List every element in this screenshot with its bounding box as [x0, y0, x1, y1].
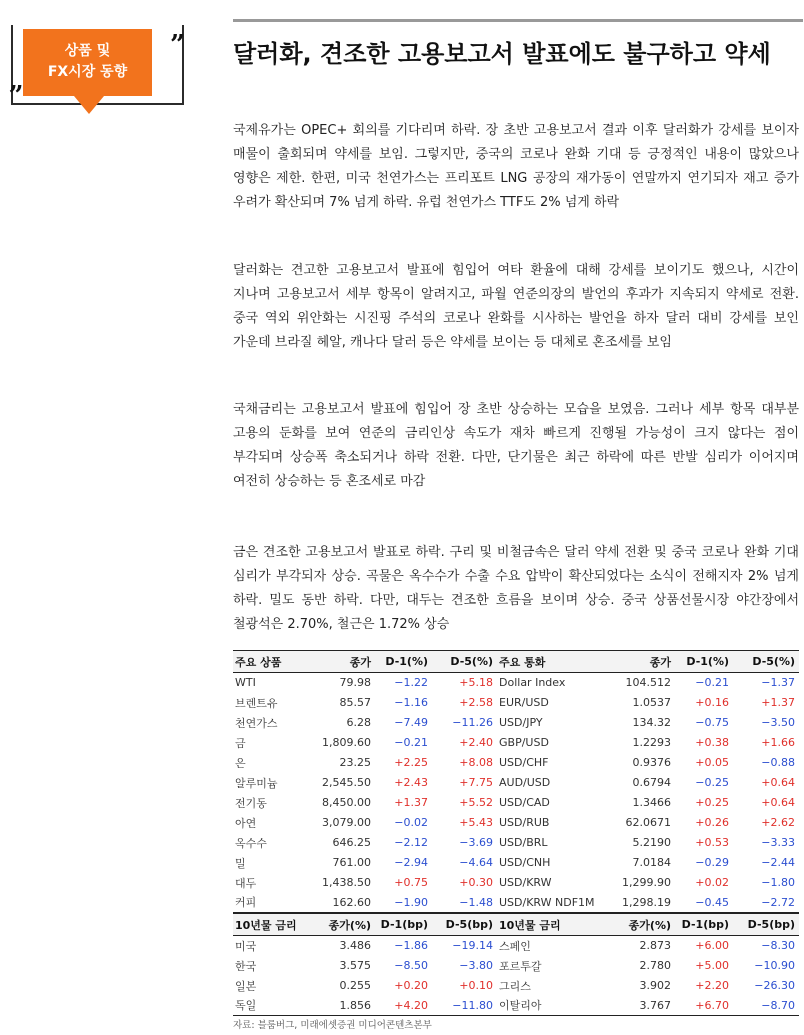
table-cell: −10.90	[754, 959, 795, 972]
table-row	[233, 873, 799, 893]
table-cell: −2.72	[733, 893, 799, 913]
table-cell: 커피	[233, 893, 305, 913]
table-cell: +0.10	[459, 979, 493, 992]
paragraph-dollar: 달러화는 견고한 고용보고서 발표에 힘입어 여타 환율에 대해 강세를 보이기도 했으나, 시간이 지나며 고용보고서 세부 항목이 알려지고, 파월 연준의장의 발언의 후과가 지속되지 약세로 전환. 중국 역외 위안화는 시진핑 주석의 코로나 완화를 시사하는 발언을 하자 달러 대비 강세를 보인 가운데 브라질 헤알, 캐나다 달러 등은 약세를 보이는 등 대체로 혼조세를 보임	[233, 263, 799, 350]
table-cell: +0.38	[695, 736, 729, 749]
table-header: D-5(%)	[432, 651, 497, 673]
table-cell: 2.780	[639, 959, 671, 972]
table-cell: 그리스	[499, 979, 531, 993]
table-cell: 1.3466	[632, 796, 671, 809]
table-cell: 은	[235, 756, 246, 770]
table-cell: −4.64	[459, 856, 493, 869]
table-cell: +0.20	[394, 979, 428, 992]
table-cell: +2.58	[459, 696, 493, 709]
commodities-currencies-table	[233, 650, 799, 913]
table-header: D-5(bp)	[733, 914, 799, 936]
table-cell: 옥수수	[235, 836, 267, 850]
table-cell: 2.873	[639, 939, 671, 953]
table-cell: 대두	[235, 876, 257, 890]
table-row	[233, 793, 799, 813]
section-badge-pointer	[74, 96, 104, 114]
paragraph-oil: 국제유가는 OPEC+ 회의를 기다리며 하락. 장 초반 고용보고서 결과 이후 달러화가 강세를 보이자 매물이 출회되며 약세를 보임. 그렇지만, 중국의 코로나 완화 기대 등 긍정적인 내용이 많았으나 영향은 제한. 한편, 미국 천연가스는 프리포트 LNG 공장의 재가동이 연말까지 연기되자 재고 증가 우려가 확산되며 7% 넘게 하락. 유럽 천연가스 TTF도 2% 넘게 하락	[233, 123, 799, 210]
table-cell: 1,299.90	[622, 876, 671, 889]
table-cell: −1.90	[375, 893, 432, 913]
table-cell: 0.9376	[632, 756, 671, 769]
section-badge-line2: FX시장 동향	[47, 64, 128, 80]
table-cell: −19.14	[452, 939, 493, 953]
table-row	[233, 753, 799, 773]
table-cell: 1.856	[305, 996, 375, 1016]
table-row	[233, 956, 799, 976]
table-cell: 1,438.50	[322, 876, 371, 889]
table-cell: USD/KRW	[499, 876, 552, 889]
table-cell: −2.12	[394, 836, 428, 849]
table-cell: −1.48	[432, 893, 497, 913]
table-row	[233, 773, 799, 793]
table-cell: USD/RUB	[499, 816, 550, 829]
table-cell: −2.44	[761, 856, 795, 869]
table-header: D-1(bp)	[375, 914, 432, 936]
table-cell: +0.26	[695, 816, 729, 829]
table-cell: −1.86	[394, 939, 428, 953]
table-cell: 79.98	[339, 676, 371, 690]
table-cell: 162.60	[305, 893, 375, 913]
table-row	[233, 853, 799, 873]
table-cell: AUD/USD	[499, 776, 551, 789]
table-cell: 3.575	[339, 959, 371, 972]
table-cell: +0.53	[695, 836, 729, 849]
table-cell: −1.16	[394, 696, 428, 709]
table-cell: 646.25	[332, 836, 371, 849]
table-cell: −3.33	[761, 836, 795, 849]
table-cell: 일본	[235, 979, 257, 993]
page-title: 달러화, 견조한 고용보고서 발표에도 불구하고 약세	[233, 40, 771, 68]
table-cell: −1.80	[761, 876, 795, 889]
table-cell: 알루미늄	[235, 776, 278, 790]
table-cell: −8.50	[394, 959, 428, 972]
table-cell: 7.0184	[632, 856, 671, 869]
table-cell: −1.22	[394, 676, 428, 690]
table-row	[233, 673, 799, 693]
table-cell: +0.30	[459, 876, 493, 889]
table-header: D-5(bp)	[432, 914, 497, 936]
table-cell: EUR/USD	[499, 696, 549, 709]
source-note: 자료: 블룸버그, 미래에셋증권 미디어콘텐츠본부	[233, 1020, 432, 1031]
table-cell: 이탈리아	[497, 996, 605, 1016]
table-cell: 6.28	[346, 716, 371, 729]
table-cell: 밀	[235, 856, 246, 870]
table-header: 주요 상품	[233, 651, 305, 673]
table-cell: +6.70	[675, 996, 733, 1016]
table-cell: 1.0537	[632, 696, 671, 709]
table-cell: −3.80	[459, 959, 493, 972]
table-cell: USD/CHF	[499, 756, 549, 769]
table-cell: −26.30	[754, 979, 795, 992]
section-badge-line1: 상품 및	[64, 43, 111, 59]
bond-yields-table	[233, 913, 799, 1016]
table-cell: +1.37	[761, 696, 795, 709]
table-cell: +1.37	[394, 796, 428, 809]
table-cell: +5.43	[459, 816, 493, 829]
table-cell: USD/KRW NDF1M	[497, 893, 605, 913]
table-header: 종가(%)	[305, 914, 375, 936]
table-cell: +0.16	[695, 696, 729, 709]
table-cell: 천연가스	[235, 716, 278, 730]
table-header: D-1(bp)	[675, 914, 733, 936]
table-cell: USD/CNH	[499, 856, 551, 869]
table-cell: 스페인	[499, 939, 531, 953]
table-cell: +4.20	[375, 996, 432, 1016]
table-cell: USD/BRL	[499, 836, 548, 849]
table-cell: 1,298.19	[605, 893, 675, 913]
table-cell: +0.05	[695, 756, 729, 769]
table-row	[233, 996, 799, 1016]
table-cell: +6.00	[695, 939, 729, 953]
table-row	[233, 893, 799, 913]
table-cell: −0.25	[695, 776, 729, 789]
table-cell: −0.45	[675, 893, 733, 913]
table-cell: −2.94	[394, 856, 428, 869]
table-cell: 3,079.00	[322, 816, 371, 829]
table-cell: −11.26	[452, 716, 493, 729]
table-cell: +0.02	[695, 876, 729, 889]
table-row	[233, 813, 799, 833]
table-cell: +0.75	[394, 876, 428, 889]
table-cell: 1.2293	[632, 736, 671, 749]
table-row	[233, 833, 799, 853]
table-cell: +2.40	[459, 736, 493, 749]
table-cell: +2.43	[394, 776, 428, 789]
paragraph-bonds: 국채금리는 고용보고서 발표에 힘입어 장 초반 상승하는 모습을 보였음. 그러나 세부 항목 대부분 고용의 둔화를 보여 연준의 금리인상 속도가 재차 빠르게 진행될 가능성이 크지 않다는 점이 부각되며 상승폭 축소되거나 하락 전환. 다만, 단기물은 최근 하락에 따른 반발 심리가 이어지며 여전히 상승하는 등 혼조세로 마감	[233, 402, 799, 489]
section-badge	[23, 29, 152, 96]
table-header: D-5(%)	[733, 651, 799, 673]
table-row	[233, 693, 799, 713]
table-cell: +5.18	[459, 676, 493, 690]
table-header: 종가	[605, 651, 675, 673]
table-header: D-1(%)	[375, 651, 432, 673]
table-cell: −1.37	[761, 676, 795, 690]
table-cell: 5.2190	[632, 836, 671, 849]
table-cell: +8.08	[459, 756, 493, 769]
table-cell: −3.50	[761, 716, 795, 729]
table-cell: +5.52	[459, 796, 493, 809]
table-header: 종가	[305, 651, 375, 673]
table-cell: −3.69	[459, 836, 493, 849]
table-cell: +2.62	[761, 816, 795, 829]
table-cell: −0.75	[695, 716, 729, 729]
table-cell: 포르투갈	[499, 959, 542, 973]
table-cell: 3.767	[605, 996, 675, 1016]
table-cell: 62.0671	[625, 816, 671, 829]
table-cell: +0.64	[761, 796, 795, 809]
table-cell: 134.32	[632, 716, 671, 729]
table-cell: −0.88	[761, 756, 795, 769]
table-row	[233, 936, 799, 956]
table-cell: 85.57	[339, 696, 371, 709]
table-cell: 3.902	[639, 979, 671, 992]
table-row	[233, 713, 799, 733]
table-header-row	[233, 914, 799, 936]
table-header: 10년물 금리	[497, 914, 605, 936]
table-cell: USD/CAD	[499, 796, 550, 809]
table-cell: 3.486	[339, 939, 371, 953]
table-cell: Dollar Index	[499, 676, 566, 690]
table-cell: GBP/USD	[499, 736, 549, 749]
table-header: D-1(%)	[675, 651, 733, 673]
table-cell: −11.80	[432, 996, 497, 1016]
table-cell: +0.64	[761, 776, 795, 789]
table-cell: 2,545.50	[322, 776, 371, 789]
table-cell: 한국	[235, 959, 257, 973]
table-cell: 전기동	[235, 796, 267, 810]
table-cell: −0.21	[695, 676, 729, 690]
table-cell: 23.25	[339, 756, 371, 769]
table-header-row	[233, 651, 799, 673]
table-cell: −0.21	[394, 736, 428, 749]
open-quote-mark: „	[9, 66, 24, 96]
table-cell: +0.25	[695, 796, 729, 809]
table-cell: −8.30	[761, 939, 795, 953]
table-cell: −0.29	[695, 856, 729, 869]
table-cell: 금	[235, 736, 246, 750]
table-cell: 아연	[235, 816, 257, 830]
table-cell: WTI	[235, 676, 256, 690]
table-cell: 0.6794	[632, 776, 671, 789]
table-cell: +1.66	[761, 736, 795, 749]
table-cell: 1,809.60	[322, 736, 371, 749]
table-header: 10년물 금리	[233, 914, 305, 936]
table-cell: 8,450.00	[322, 796, 371, 809]
table-row	[233, 976, 799, 996]
table-cell: +7.75	[459, 776, 493, 789]
table-cell: −7.49	[394, 716, 428, 729]
market-tables	[233, 650, 799, 1016]
paragraph-metals: 금은 견조한 고용보고서 발표로 하락. 구리 및 비철금속은 달러 약세 전환 및 중국 코로나 완화 기대 심리가 부각되자 상승. 곡물은 옥수수가 수출 수요 압박이 확산되었다는 소식이 전해지자 2% 넘게 하락. 밀도 동반 하락. 다만, 대두는 견조한 흐름을 보이며 상승. 중국 상품선물시장 야간장에서 철광석은 2.70%, 철근은 1.72% 상승	[233, 545, 799, 632]
table-cell: 104.512	[625, 676, 671, 690]
table-header: 주요 통화	[497, 651, 605, 673]
table-cell: +5.00	[695, 959, 729, 972]
table-cell: 브렌트유	[235, 696, 278, 710]
table-cell: +2.25	[394, 756, 428, 769]
table-cell: 0.255	[339, 979, 371, 992]
close-quote-mark: ”	[170, 30, 185, 60]
table-cell: 독일	[233, 996, 305, 1016]
table-header: 종가(%)	[605, 914, 675, 936]
table-cell: USD/JPY	[499, 716, 543, 729]
table-row	[233, 733, 799, 753]
table-cell: 미국	[235, 939, 257, 953]
table-cell: −8.70	[733, 996, 799, 1016]
table-cell: 761.00	[332, 856, 371, 869]
table-cell: +2.20	[695, 979, 729, 992]
table-cell: −0.02	[394, 816, 428, 829]
title-rule	[233, 19, 803, 22]
